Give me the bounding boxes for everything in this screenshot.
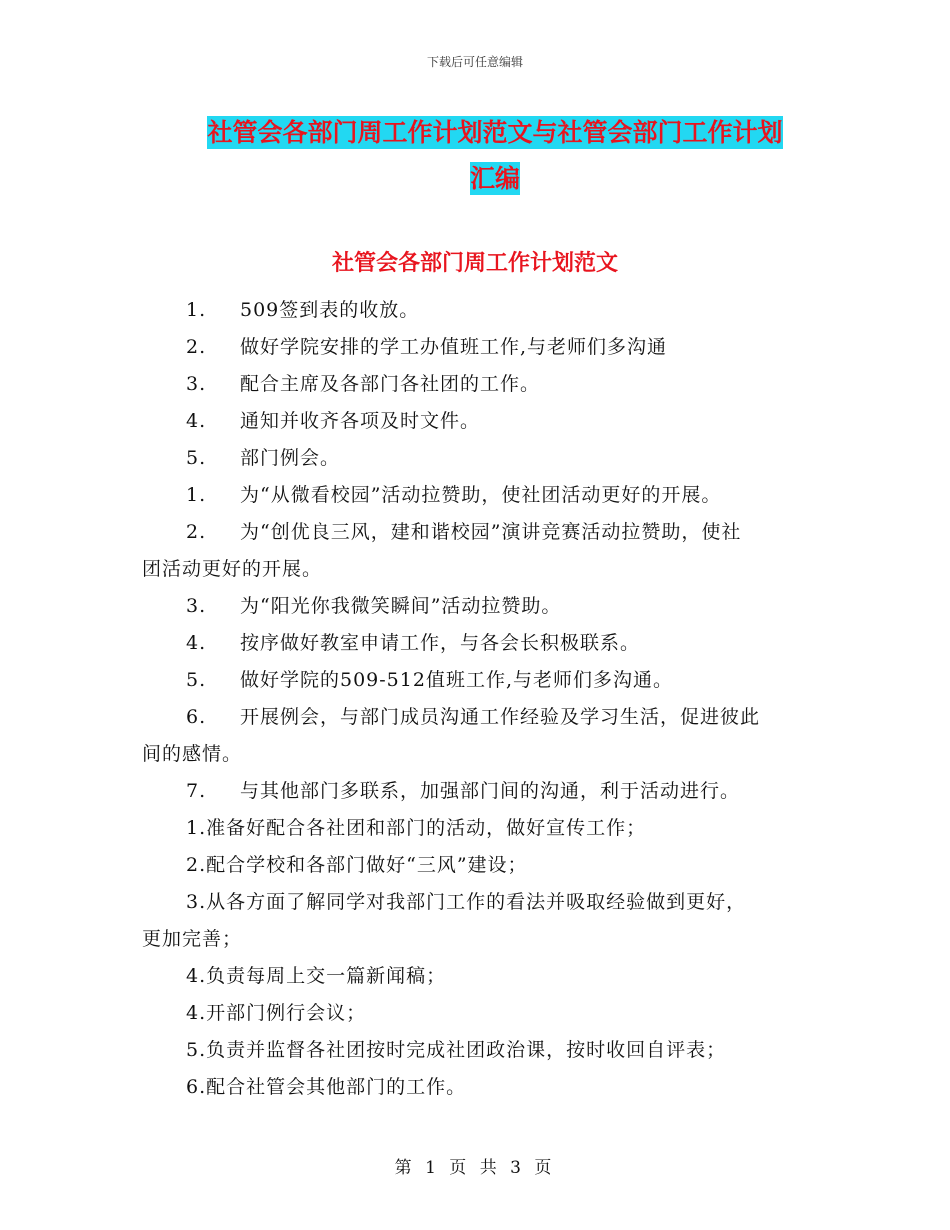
item-text: 做好学院的509-512值班工作,与老师们多沟通。 <box>240 669 673 691</box>
item-continuation: 团活动更好的开展。 <box>142 558 323 580</box>
numbered-item <box>142 773 810 810</box>
numbered-item <box>142 366 810 403</box>
item-text: 部门例会。 <box>240 447 341 469</box>
item-number: 2. <box>186 521 207 543</box>
numbered-item <box>142 477 810 514</box>
numbered-item <box>142 403 810 440</box>
numbered-item <box>142 625 810 662</box>
list-item: 3.从各方面了解同学对我部门工作的看法并吸取经验做到更好， <box>186 891 747 913</box>
list-item: 2.配合学校和各部门做好“三风”建设； <box>186 854 528 876</box>
title-line-1: 社管会各部门周工作计划范文与社管会部门工作计划 <box>207 118 783 147</box>
item-text: 配合主席及各部门各社团的工作。 <box>240 373 541 395</box>
item-number: 1. <box>186 299 207 321</box>
numbered-item <box>142 292 810 329</box>
item-text: 按序做好教室申请工作，与各会长积极联系。 <box>240 632 641 654</box>
item-number: 5. <box>186 447 207 469</box>
item-continuation: 更加完善； <box>142 928 243 950</box>
numbered-item <box>142 662 810 699</box>
list-item: 5.负责并监督各社团按时完成社团政治课，按时收回自评表； <box>186 1039 727 1061</box>
list-item: 4.开部门例行会议； <box>186 1002 367 1024</box>
item-text: 509签到表的收放。 <box>240 299 420 321</box>
item-text: 为“从微看校园”活动拉赞助，使社团活动更好的开展。 <box>240 484 722 506</box>
numbered-item <box>142 699 810 736</box>
item-number: 5. <box>186 669 207 691</box>
list-item: 1.准备好配合各社团和部门的活动，做好宣传工作； <box>186 817 647 839</box>
item-continuation: 间的感情。 <box>142 743 243 765</box>
item-text: 开展例会，与部门成员沟通工作经验及学习生活，促进彼此 <box>240 706 761 728</box>
item-number: 6. <box>186 706 207 728</box>
document-title <box>180 110 810 202</box>
item-text: 通知并收齐各项及时文件。 <box>240 410 481 432</box>
numbered-item <box>142 329 810 366</box>
page-footer: 第 1 页 共 3 页 <box>394 1158 556 1178</box>
header-note: 下载后可任意编辑 <box>426 55 523 69</box>
document-body <box>142 292 810 1106</box>
item-number: 7. <box>186 780 207 802</box>
numbered-item <box>142 588 810 625</box>
item-text: 为“阳光你我微笑瞬间”活动拉赞助。 <box>240 595 562 617</box>
numbered-item <box>142 514 810 551</box>
item-number: 4. <box>186 410 207 432</box>
item-number: 1. <box>186 484 207 506</box>
item-number: 2. <box>186 336 207 358</box>
list-item: 6.配合社管会其他部门的工作。 <box>186 1076 467 1098</box>
item-text: 与其他部门多联系，加强部门间的沟通，利于活动进行。 <box>240 780 741 802</box>
item-number: 3. <box>186 595 207 617</box>
numbered-item <box>142 440 810 477</box>
title-line-2: 汇编 <box>469 164 520 193</box>
item-text: 做好学院安排的学工办值班工作,与老师们多沟通 <box>240 336 668 358</box>
item-text: 为“创优良三风，建和谐校园”演讲竞赛活动拉赞助，使社 <box>240 521 742 543</box>
list-item: 4.负责每周上交一篇新闻稿； <box>186 965 447 987</box>
section-title: 社管会各部门周工作计划范文 <box>331 251 618 276</box>
item-number: 3. <box>186 373 207 395</box>
item-number: 4. <box>186 632 207 654</box>
